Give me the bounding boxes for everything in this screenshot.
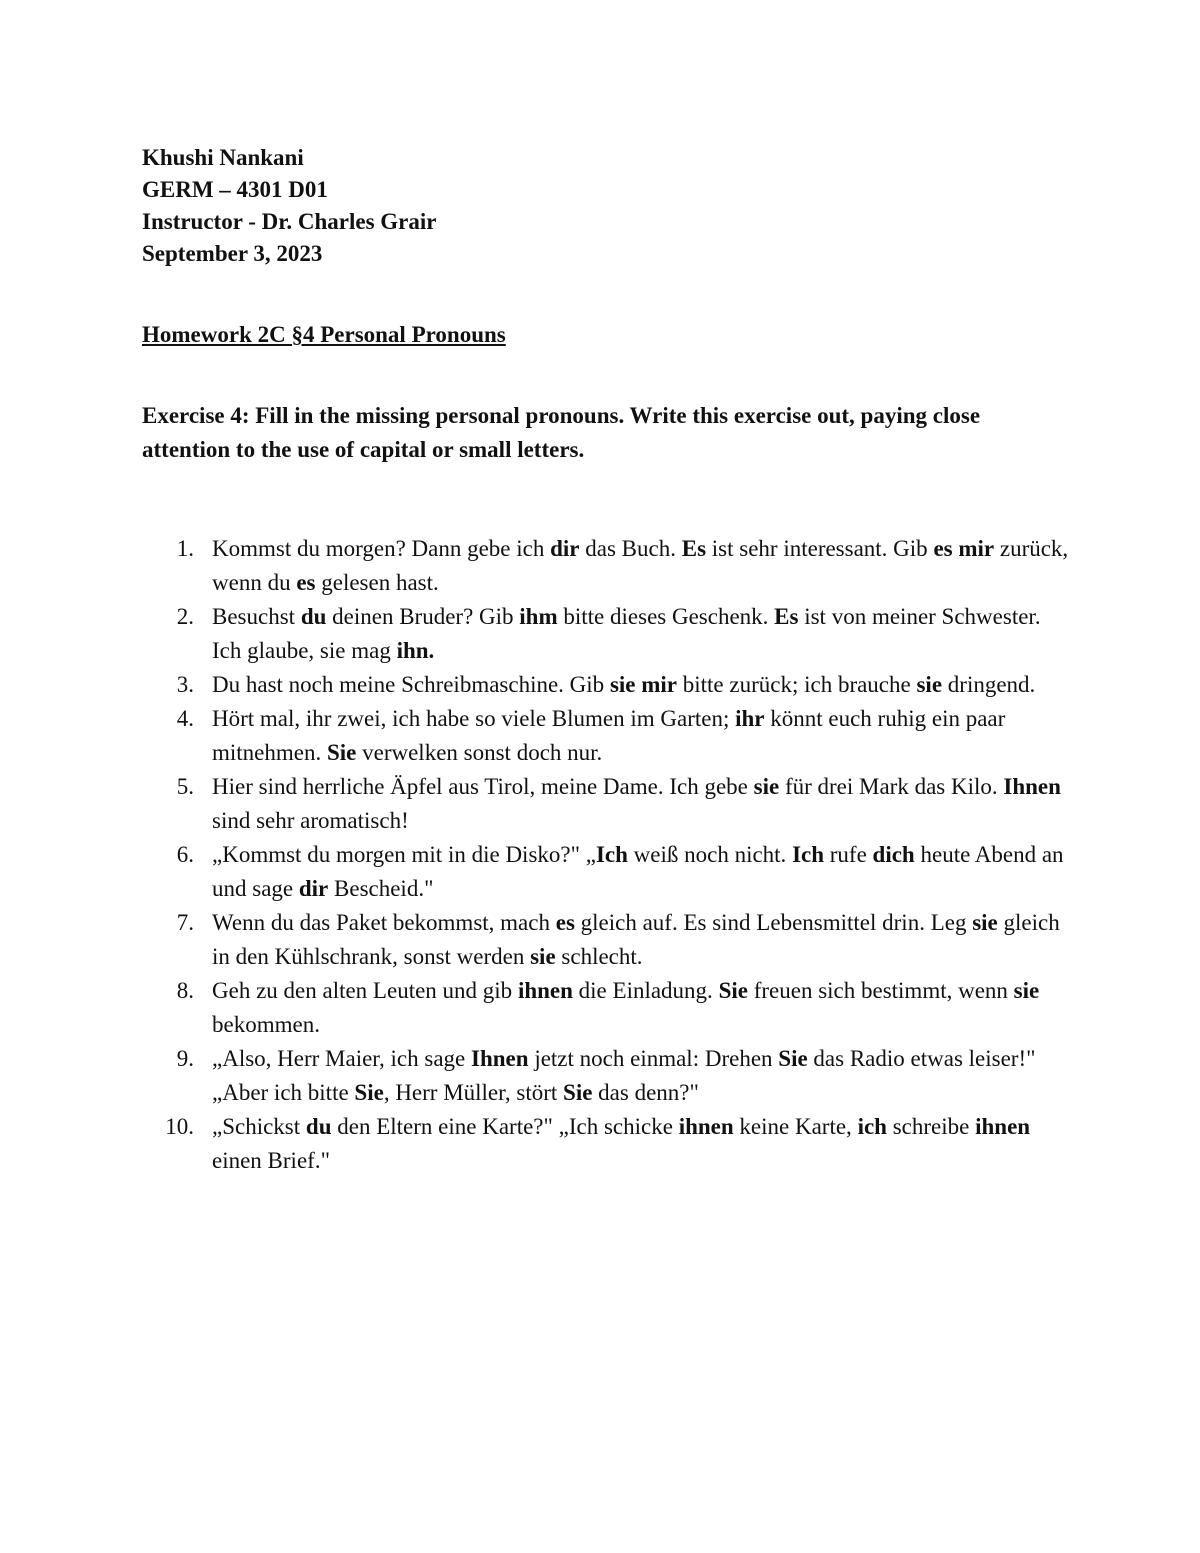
exercise-instructions: Exercise 4: Fill in the missing personal pronouns. Write this exercise out, paying close attention to the use of capital or small letters. bbox=[142, 403, 981, 462]
answer-pronoun: ihr bbox=[735, 706, 765, 731]
sentence-text: die Einladung. bbox=[572, 978, 719, 1003]
instructor-line: Instructor - Dr. Charles Grair bbox=[142, 209, 437, 234]
sentence-text: das Radio etwas leiser!" „Aber ich bitte bbox=[212, 1046, 1036, 1105]
exercise-item-number: 9. bbox=[176, 1046, 194, 1071]
answer-pronoun: es bbox=[555, 910, 575, 935]
answer-pronoun: Es bbox=[774, 604, 799, 629]
answer-pronoun: Sie bbox=[563, 1080, 593, 1105]
answer-pronoun: dir bbox=[298, 876, 329, 901]
exercise-item-text bbox=[212, 536, 1068, 595]
sentence-text: sind sehr aromatisch! bbox=[212, 808, 409, 833]
sentence-text: heute Abend an und sage bbox=[212, 842, 1064, 901]
exercise-item bbox=[142, 906, 1072, 974]
answer-pronoun: sie bbox=[530, 944, 556, 969]
sentence-text: weiß noch nicht. bbox=[627, 842, 793, 867]
sentence-text: ist sehr interessant. Gib bbox=[706, 536, 934, 561]
sentence-text: freuen sich bestimmt, wenn bbox=[747, 978, 1014, 1003]
sentence-text: Besuchst bbox=[212, 604, 301, 629]
sentence-text: Geh zu den alten Leuten und gib bbox=[212, 978, 518, 1003]
sentence-text: bitte zurück; ich brauche bbox=[677, 672, 917, 697]
sentence-text: Hört mal, ihr zwei, ich habe so viele Blumen im Garten; bbox=[212, 706, 736, 731]
answer-pronoun: Ihnen bbox=[471, 1046, 529, 1071]
sentence-text: gleich in den Kühlschrank, sonst werden bbox=[212, 910, 1060, 969]
exercise-item-number: 3. bbox=[176, 672, 194, 697]
answer-pronoun: Sie bbox=[718, 978, 748, 1003]
exercise-item-text bbox=[212, 774, 1061, 833]
student-name: Khushi Nankani bbox=[142, 145, 304, 170]
answer-pronoun: du bbox=[300, 604, 327, 629]
sentence-text: das Buch. bbox=[579, 536, 682, 561]
document-date: September 3, 2023 bbox=[142, 241, 323, 266]
answer-pronoun: Es bbox=[681, 536, 707, 561]
exercise-item-text bbox=[212, 672, 1035, 697]
sentence-text: „Also, Herr Maier, ich sage bbox=[212, 1046, 472, 1071]
answer-pronoun: ihm bbox=[519, 604, 558, 629]
sentence-text: schlecht. bbox=[555, 944, 643, 969]
sentence-text: bitte dieses Geschenk. bbox=[557, 604, 775, 629]
answer-pronoun: sie bbox=[916, 672, 943, 697]
sentence-text: Hier sind herrliche Äpfel aus Tirol, meine Dame. Ich gebe bbox=[212, 774, 754, 799]
exercise-item-text bbox=[212, 842, 1064, 901]
answer-pronoun: es mir bbox=[933, 536, 995, 561]
exercise-item bbox=[142, 532, 1072, 600]
answer-pronoun: sie bbox=[1013, 978, 1040, 1003]
exercise-item bbox=[142, 600, 1072, 668]
sentence-text: Wenn du das Paket bekommst, mach bbox=[212, 910, 556, 935]
sentence-text: Bescheid." bbox=[328, 876, 434, 901]
answer-pronoun: Sie bbox=[778, 1046, 808, 1071]
exercise-item bbox=[142, 838, 1072, 906]
exercise-item-number: 1. bbox=[176, 536, 194, 561]
answer-pronoun: dich bbox=[872, 842, 915, 867]
exercise-item-text bbox=[212, 604, 1041, 663]
sentence-text: dringend. bbox=[942, 672, 1036, 697]
sentence-text: gelesen hast. bbox=[315, 570, 439, 595]
exercise-item-text bbox=[212, 910, 1060, 969]
sentence-text: „Schickst bbox=[212, 1114, 306, 1139]
answer-pronoun: du bbox=[305, 1114, 332, 1139]
exercise-item bbox=[142, 770, 1072, 838]
document-header bbox=[142, 142, 437, 270]
exercise-item-number: 10. bbox=[165, 1114, 194, 1139]
sentence-text: könnt euch ruhig ein paar mitnehmen. bbox=[212, 706, 1006, 765]
exercise-item-text bbox=[212, 978, 1039, 1037]
exercise-item-text bbox=[212, 1114, 1030, 1173]
sentence-text: , Herr Müller, stört bbox=[383, 1080, 564, 1105]
course-code: GERM – 4301 D01 bbox=[142, 177, 328, 202]
sentence-text: ist von meiner Schwester. Ich glaube, sie mag bbox=[212, 604, 1041, 663]
exercise-item bbox=[142, 974, 1072, 1042]
answer-pronoun: sie bbox=[753, 774, 780, 799]
sentence-text: gleich auf. Es sind Lebensmittel drin. Leg bbox=[574, 910, 973, 935]
answer-pronoun: ihnen bbox=[975, 1114, 1031, 1139]
answer-pronoun: sie mir bbox=[609, 672, 677, 697]
sentence-text: einen Brief." bbox=[212, 1148, 330, 1173]
homework-title: Homework 2C §4 Personal Pronouns bbox=[142, 322, 506, 347]
answer-pronoun: Sie bbox=[326, 740, 357, 765]
exercise-item-number: 8. bbox=[176, 978, 194, 1003]
sentence-text: verwelken sonst doch nur. bbox=[356, 740, 603, 765]
sentence-text: keine Karte, bbox=[733, 1114, 858, 1139]
exercise-item bbox=[142, 702, 1072, 770]
sentence-text: das denn?" bbox=[592, 1080, 699, 1105]
sentence-text: bekommen. bbox=[212, 1012, 320, 1037]
sentence-text: für drei Mark das Kilo. bbox=[779, 774, 1004, 799]
answer-pronoun: es bbox=[296, 570, 316, 595]
sentence-text: Kommst du morgen? Dann gebe ich bbox=[212, 536, 551, 561]
answer-pronoun: ihn. bbox=[396, 638, 435, 663]
answer-pronoun: sie bbox=[972, 910, 998, 935]
answer-pronoun: dir bbox=[550, 536, 580, 561]
exercise-item-number: 2. bbox=[176, 604, 194, 629]
exercise-item bbox=[142, 1042, 1072, 1110]
answer-pronoun: Ihnen bbox=[1003, 774, 1061, 799]
sentence-text: zurück, wenn du bbox=[212, 536, 1069, 595]
exercise-item-number: 6. bbox=[176, 842, 194, 867]
exercise-item-text bbox=[212, 706, 1005, 765]
exercise-item bbox=[142, 668, 1072, 702]
exercise-item-number: 4. bbox=[176, 706, 194, 731]
answer-pronoun: Sie bbox=[354, 1080, 384, 1105]
exercise-item-number: 5. bbox=[176, 774, 194, 799]
exercise-item-text bbox=[212, 1046, 1036, 1105]
exercise-item-number: 7. bbox=[176, 910, 194, 935]
exercise-item bbox=[142, 1110, 1072, 1178]
sentence-text: jetzt noch einmal: Drehen bbox=[528, 1046, 779, 1071]
sentence-text: schreibe bbox=[886, 1114, 976, 1139]
sentence-text: „Kommst du morgen mit in die Disko?" „ bbox=[212, 842, 596, 867]
sentence-text: Du hast noch meine Schreibmaschine. Gib bbox=[212, 672, 610, 697]
sentence-text: rufe bbox=[824, 842, 873, 867]
answer-pronoun: Ich bbox=[595, 842, 628, 867]
answer-pronoun: ihnen bbox=[517, 978, 573, 1003]
sentence-text: den Eltern eine Karte?" „Ich schicke bbox=[331, 1114, 679, 1139]
answer-pronoun: ihnen bbox=[678, 1114, 734, 1139]
sentence-text: deinen Bruder? Gib bbox=[326, 604, 520, 629]
answer-pronoun: Ich bbox=[792, 842, 825, 867]
exercise-list bbox=[142, 532, 1072, 1178]
answer-pronoun: ich bbox=[857, 1114, 887, 1139]
